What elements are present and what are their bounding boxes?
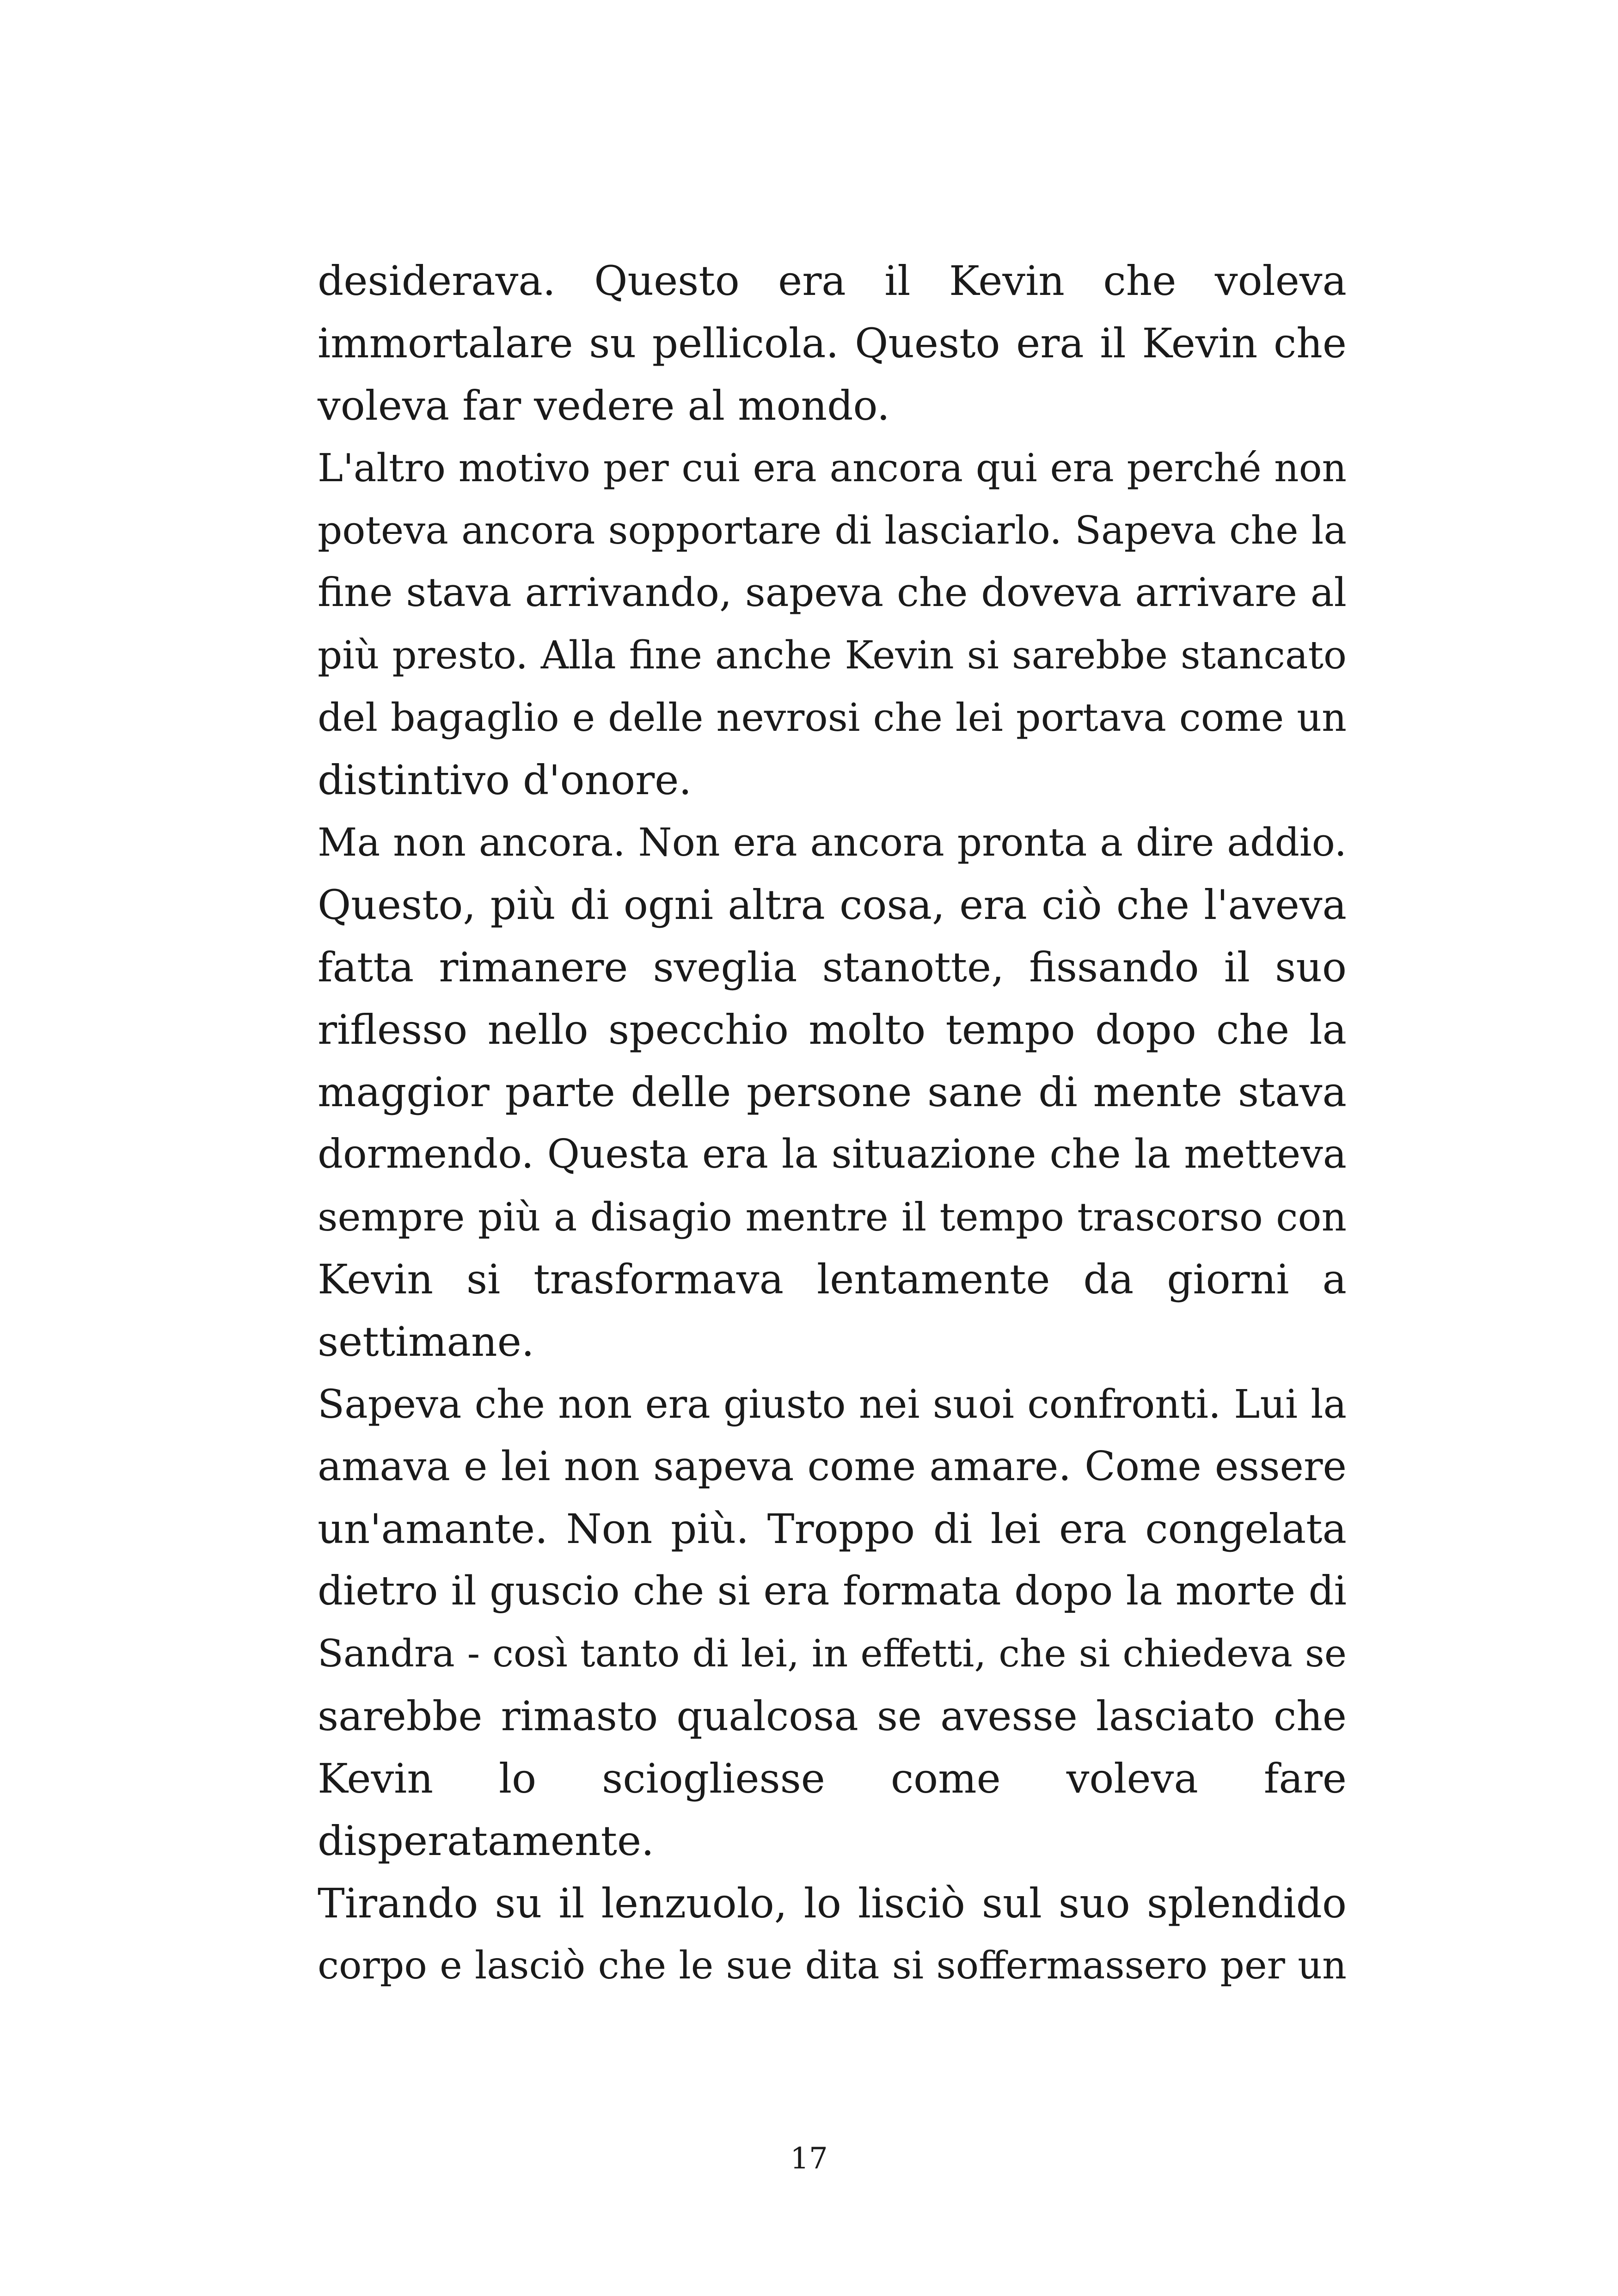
text-line: Questo, più di ogni altra cosa, era ciò che l'aveva (318, 881, 1347, 929)
text-line: immortalare su pellicola. Questo era il Kevin che (318, 319, 1347, 367)
text-line: Sapeva che non era giusto nei suoi confronti. Lui la (318, 1381, 1347, 1427)
text-line: distintivo d'onore. (318, 756, 692, 804)
text-line: riflesso nello specchio molto tempo dopo che la (318, 1006, 1347, 1053)
text-line: disperatamente. (318, 1817, 655, 1865)
page-number: 17 (790, 2142, 828, 2176)
text-line: più presto. Alla fine anche Kevin si sarebbe stancato (318, 633, 1347, 678)
text-line: Kevin lo sciogliesse come voleva fare (318, 1755, 1347, 1802)
text-line: fine stava arrivando, sapeva che doveva arrivare al (318, 570, 1347, 616)
text-line: Ma non ancora. Non era ancora pronta a dire addio. (318, 820, 1347, 865)
text-line: del bagaglio e delle nevrosi che lei portava come un (318, 695, 1347, 740)
text-line: amava e lei non sapeva come amare. Come essere (318, 1443, 1347, 1490)
text-line: poteva ancora sopportare di lasciarlo. Sapeva che la (318, 508, 1347, 553)
text-line: Kevin si trasformava lentamente da giorni a (318, 1255, 1347, 1303)
text-line: sarebbe rimasto qualcosa se avesse lasciato che (318, 1692, 1347, 1740)
text-line: voleva far vedere al mondo. (318, 382, 890, 429)
text-line: settimane. (318, 1318, 534, 1365)
body-text (318, 250, 1347, 1997)
text-line: fatta rimanere sveglia stanotte, fissando il suo (318, 943, 1347, 991)
text-line: dietro il guscio che si era formata dopo la morte di (318, 1568, 1347, 1614)
text-line: corpo e lasciò che le sue dita si soffermassero per un (318, 1944, 1347, 1988)
text-line: Sandra - così tanto di lei, in effetti, che si chiedeva se (318, 1632, 1347, 1676)
text-line: L'altro motivo per cui era ancora qui era perché non (318, 446, 1347, 490)
text-line: desiderava. Questo era il Kevin che voleva (318, 257, 1347, 305)
text-line: maggior parte delle persone sane di mente stava (318, 1068, 1347, 1116)
text-line: Tirando su il lenzuolo, lo lisciò sul suo splendido (318, 1880, 1347, 1927)
text-line: un'amante. Non più. Troppo di lei era congelata (318, 1505, 1347, 1553)
text-line: dormendo. Questa era la situazione che la metteva (318, 1131, 1347, 1177)
text-line: sempre più a disagio mentre il tempo trascorso con (318, 1194, 1347, 1240)
